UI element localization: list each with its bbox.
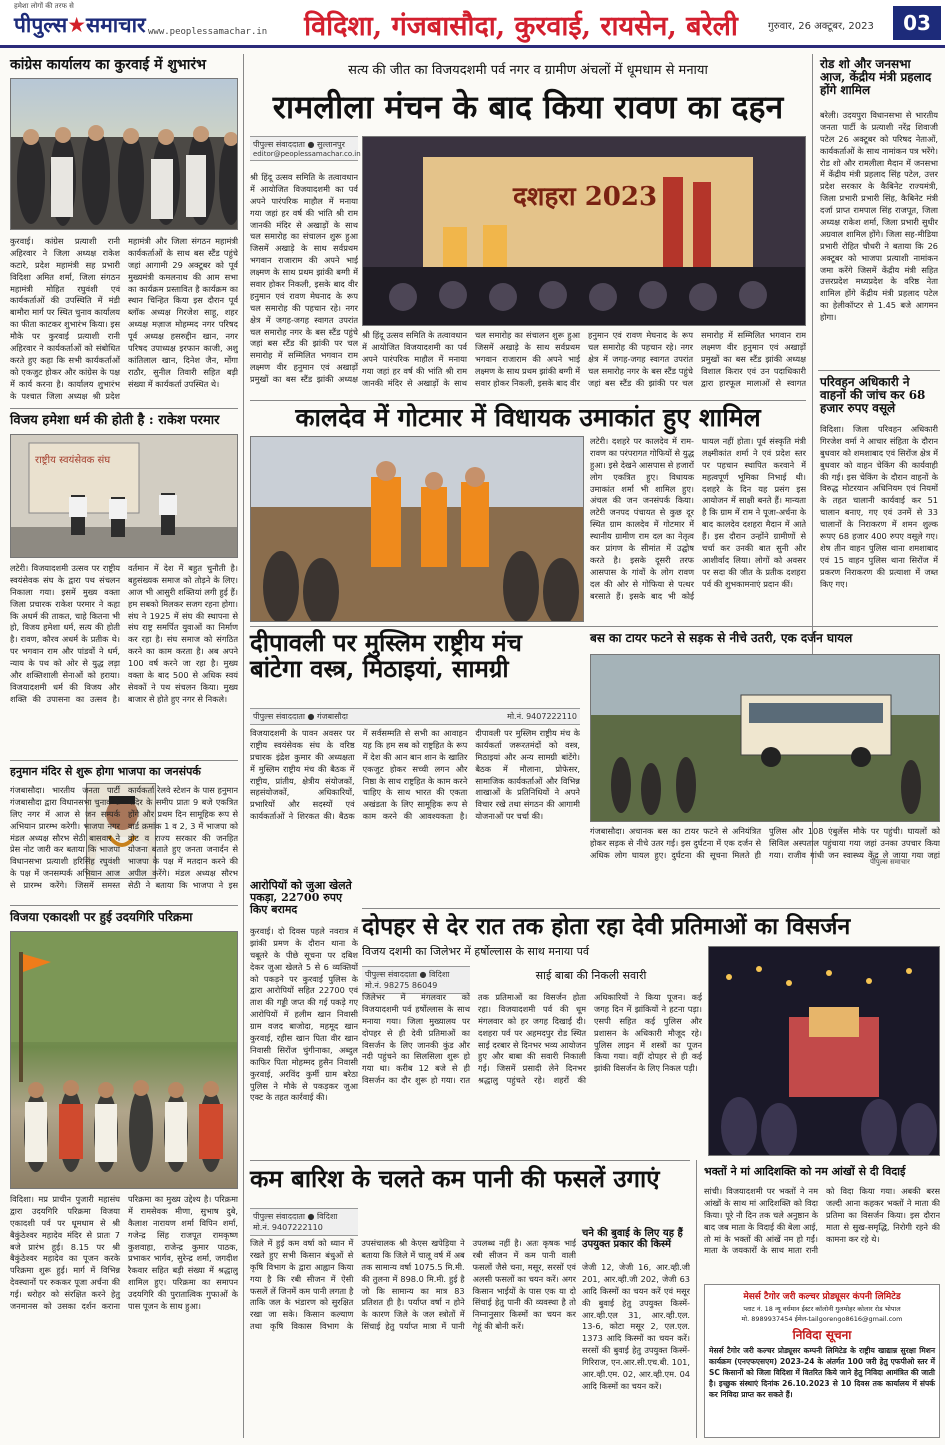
notice-body: मेसर्स टैगोर जरी कल्चर प्रोड्यूसर कम्पनी लिमिटेड के राष्ट्रीय खाद्यान्न सुरक्षा मिशन कार्यक्रम (एनएफएसएम) 2023-24 के अंतर्गत 100 जरी हेतु एफपीओ स्तर में SC किसानों को जिला विदिशा में वितरित किये जाने हेतु निविदा आमंत्रित की जाती है। इच्छुक संस्थाएं दिनांक 26.10.2023 से 10 दिवस तक कार्यालय में संपर्क कर निविदा प्राप्त कर सकते हैं। xyxy=(709,1346,935,1399)
parikrama-photo xyxy=(10,931,238,1189)
crowd-illustration xyxy=(11,79,238,230)
ramlila-headline: रामलीला मंचन के बाद किया रावण का दहन xyxy=(272,88,784,126)
divider xyxy=(250,400,806,401)
rss-stage-illustration xyxy=(11,435,238,558)
visarjan-kicker: विजय दशमी का जिलेभर में हर्षोल्लास के साथ मनाया पर्व xyxy=(362,945,589,958)
kurwai-body: कुरवाई। कांग्रेस प्रत्याशी रानी अहिरवार ने जिला अध्यक्ष राकेश कटारे, प्रदेश महामंत्री सह प्रभारी विदिशा अमित शर्मा, जिला संगठन महामंत्री मोहित रघुवंशी एवं कार्यकर्ताओं की उपस्थिति में मंडी बामौरा मार्ग पर स्थित चुनाव कार्यालय का फीता काटकर शुभारंभ किया। इस मौके पर कुरवाई प्रत्याशी रानी अहिरवार ने कार्यकर्ताओं को संबोधित करते हुए कहा कि सभी कार्यकर्ताओं को एकजुट होकर और कांग्रेस के पक्ष में कार्य करना है। कार्यालय शुभारंभ के पश्चात जिला अध्यक्ष श्री प्रदेश महामंत्री और जिला संगठन महामंत्री कार्यकर्ताओं के साथ बस स्टैंड पहुंचे जहां आगामी 29 अक्टूबर को पूर्व मुख्यमंत्री कमलनाथ की आम सभा का कार्यक्रम प्रस्तावित है कार्यक्रम का स्थान चिन्हित किया इस दौरान पूर्व ब्लॉक अध्यक्ष गिरजेश साहू, शहर अध्यक्ष मज़ाज मोहम्मद नगर परिषद पूर्व अध्यक्ष हसरुद्दीन खान, नगर परिषद उपाध्यक्ष इरफान काजी, अशु कांतिलाल खान, दिनेश जैन, मोंगा राठौर, सुनील तिवारी सहित बड़ी संख्या में कार्यकर्ता उपस्थित थे। xyxy=(10,236,238,401)
masthead xyxy=(0,0,945,48)
procession-illustration xyxy=(709,947,940,1156)
fasal-body: जिले में हुई कम वर्षा को ध्यान में रखते हुए सभी किसान बंधुओं से कृषि विभाग के द्वारा आह्वान किया गया है कि रबी सीजन में ऐसी फसलें लें जिनमें कम पानी लगता है ताकि जल के भंडारण को सुरक्षित रखा जा सके। किसान कल्याण तथा कृषि विकास विभाग के उपसंचालक श्री केएस खपेड़िया ने बताया कि जिले में चालू वर्ष में अब तक सामान्य वर्षा 1075.5 मि.मी. की तुलना में 898.0 मि.मी. हुई है जो कि सामान्य का मात्र 83 प्रतिशत ही है। पर्याप्त वर्षा न होने के कारण जिले के जल स्त्रोतों में सिंचाई हेतु पर्याप्त मात्रा में पानी उपलब्ध नहीं है। अतः कृषक भाई रबी सीजन में कम पानी वाली फसलों जैसे चना, मसूर, सरसों एवं अलसी फसलों का चयन करें। अगर किसान भाईयों के पास एक या दो सिंचाई हेतु पानी की व्यवस्था है तो निम्नानुसार किस्मों का चयन कर गेहूं की बोनी करें। xyxy=(250,1238,576,1332)
bus-accident-illustration xyxy=(591,655,940,822)
divider xyxy=(10,760,238,761)
fasal-headline: कम बारिश के चलते कम पानी की फसलें उगाएं xyxy=(250,1164,660,1193)
rss-headline: विजय हमेशा धर्म की होती है : राकेश परमार xyxy=(10,413,220,428)
hanuman-body: गंजबासौदा। भारतीय जनता पार्टी गंजबासौदा द्वारा विधानसभा चुनाव के लिए नगर में आज से जन सम्पर्क अभियान प्रारम्भ करेगी। भाजपा नगर मंडल अध्यक्ष सौरभ सेठी बासवार ने प्रेस नोट जारी कर बताया कि भाजपा विधानसभा प्रत्याशी हरिसिंह रघुवंशी के पक्ष में जनसम्पर्क अभियान आज से प्रारम्भ करेंगे। जिसमें समस्त कार्यकर्ता रेलवे स्टेशन के पास हनुमान मंदिर के समीप प्रातः 9 बजे एकत्रित होंगे और प्रथम दिन सामूहिक रूप से वार्ड क्रमांक 1 व 2, 3 में भाजपा को वोट व राज्य सरकार की जनहित योजना बताते हुए जनता जनार्दन से भाजपा के पक्ष में मतदान करने की अपील करेंगे। मंडल अध्यक्ष सौरभ सेठी ने बताया कि भाजपा ने इस xyxy=(10,785,238,891)
rss-banner-text: राष्ट्रीय स्वयंसेवक संघ xyxy=(35,455,111,466)
hanuman-headline: हनुमान मंदिर से शुरू होगा भाजपा का जनसंपर्क xyxy=(10,765,201,778)
parikrama-body: विदिशा। मप्र प्राचीन पुजारी महासंघ द्वारा उदयगिरि परिक्रमा विजया एकादशी पर्व पर धूमधाम से श्री बैकुंठेश्वर महादेव मंदिर से प्रातः 7 बजे प्रारंभ हुई। 8.15 पर श्री बैकुंठेश्वर महादेव का पूजन करके परिक्रमा शुरू हुई। मार्ग में विभिन्न देवस्थानों पर रुककर पूजा अर्चना की गई। धरोहर को संरक्षित करने हेतु जनमानस को उसका दर्शन कराना परिक्रमा का मुख्य उद्देश्य है। परिक्रमा में रामसेवक मीणा, सुभाष दुबे, कैलाश नारायण शर्मा विपिन शर्मा, गजेन्द्र सिंह राजपूत रामकृष्ण कुशवाहा, राजेन्द्र कुमार पाठक, प्रभाकर भार्गव, सुरेन्द्र शर्मा, जगदीश रैकवार सहित बड़ी संख्या में श्रद्धालु शामिल हुए। परिक्रमा का समापन उदयगिरि की पुरातात्विक गुफाओं के पास पूजन के साथ हुआ। xyxy=(10,1194,238,1312)
issue-date: गुरुवार, 26 अक्टूबर, 2023 xyxy=(768,21,874,32)
parikrama-headline: विजया एकादशी पर हुई उदयगिरि परिक्रमा xyxy=(10,910,193,924)
visarjan-photo xyxy=(708,946,940,1156)
bus-credit: पीपुल्स समाचार xyxy=(870,858,910,866)
divider xyxy=(818,370,940,371)
parivahan-body: विदिशा। जिला परिवहन अधिकारी गिरजेश वर्मा ने आचार संहिता के दौरान बुधवार को शमशाबाद एवं सिरोंज क्षेत्र में बुधवार को वाहन चेकिंग की कार्यवाही की गई। इस चेकिंग के दौरान वाहनों के विरुद्ध मोटरयान अधिनियम एवं नियमों के तहत चालानी कार्यवाई कर 51 चालान बनाए, गए एवं उनमें से 33 चालानों के निराकरण में शमन शुल्क रूपए 68 हजार 400 रुपए वसूले गए। शेष तीन वाहन पुलिस थाना शमशाबाद एवं 15 वाहन पुलिस थाना सिरोंज में प्रकरण निराकरण की प्रत्याशा में जब्त किए गए। xyxy=(820,424,938,589)
ramlila-byline: पीपुल्स संवाददाता ● सुल्तानपुर editor@peoplessamachar.co.in xyxy=(250,136,358,161)
notice-title: निविदा सूचना xyxy=(792,1328,852,1342)
section-title: विदिशा, गंजबासौदा, कुरवाई, रायसेन, बरेली xyxy=(304,11,738,42)
parivahan-headline: परिवहन अधिकारी ने वाहनों की जांच कर 68 हजार रुपए वसूले xyxy=(820,375,926,416)
bus-body: गंजबासौदा। अचानक बस का टायर फटने से अनियंत्रित होकर सड़क से नीचे उतर गई। इस दुर्घटना में एक दर्जन से अधिक लोग घायल हुए। दुर्घटना की सूचना मिलते ही पुलिस और 108 एंबुलेंस मौके पर पहुंची। घायलों को सिविल अस्पताल पहुंचाया गया जहां उनका उपचार किया गया। राजीव गांधी जन स्वास्थ्य केंद्र ले जाया गया जहां xyxy=(590,826,940,860)
rss-photo xyxy=(10,434,238,558)
website-url: www.peoplessamachar.in xyxy=(148,27,268,37)
visarjan-byline: पीपुल्स संवाददाता ● विदिशा मो.नं. 98275 86049 xyxy=(362,966,470,994)
visarjan-headline: दोपहर से देर रात तक होता रहा देवी प्रतिमाओं का विसर्जन xyxy=(362,913,851,940)
gotmar-crowd-illustration xyxy=(251,437,584,622)
visarjan-body: जिलेभर में मंगलवार को विजयादशमी पर्व हर्षोल्लास के साथ मनाया गया। जिला मुख्यालय पर दोपहर से ही देवी प्रतिमाओं का विसर्जन के लिए जानकी कुंड और नदी पहुंचने का सिलसिला शुरू हो गया था। करीब 12 बजे से ही विसर्जन का दौर शुरू हो गया। रात तक प्रतिमाओं का विसर्जन होता रहा। विजयादशमी पर्व की धूम मंगलवार को हर जगह दिखाई दी। दशहरा पर्व पर अहमदपुर रोड स्थित साई दरबार से दिनभर भव्य आयोजन हुए और बाबा की सवारी निकाली गई। जिसमें प्रसादी लेने दिनभर श्रद्धालु पहुंचते रहे। शहरों की अधिकारियों ने किया पूजन। कई जगह दिन में झांकियों ने हटना पड़ा। एसपी सहित कई पुलिस और प्रशासन के अधिकारी मौजूद रहे। पुलिस लाइन में शस्त्रों का पूजन किया गया। वहीं दोपहर से ही कई झांकी विसर्जन के लिए निकल पड़ी। xyxy=(362,992,702,1086)
divider xyxy=(250,626,938,627)
fasal-variety-title: चने की बुवाई के लिए यह हैं उपयुक्त प्रकार की किस्में xyxy=(582,1228,683,1250)
devi-headline: भक्तों ने मां आदिशक्ति को नम आंखों से दी विदाई xyxy=(704,1165,906,1178)
gotmar-body: लटेरी। दशहरे पर कालदेव में राम-रावण का परंपरागत गोफियों से युद्ध हुआ। इसे देखने आसपास से हजारों लोग एकत्रित हुए। विधायक उमाकांत शर्मा भी शामिल हुए। अंचल की जन जनसंपर्क किया। लटेरी जनपद पंचायत से कुछ दूर स्थित ग्राम कालदेव में गोटमार में स्थानीय ग्रामीण राम दल का नेतृत्व कर प्रांगण के सीमांत में उद्घोष करते है। इसके दूसरी तरफ आसपास के गांवों के लोग रावण दल की ओर से गोफिया से पत्थर बरसाते हैं। इसके बाद भी कोई घायल नहीं होता। पूर्व संस्कृति मंत्री लक्ष्मीकांत शर्मा ने एवं प्रदेश स्तर पर पहचान स्थापित करवाने में महत्वपूर्ण भूमिका निभाई थी। दशहरे के दिन यह प्रसंग इस आयोजन में साक्षी बनते हैं। मान्यता है कि ग्राम में राम ने पूजा-अर्चना के बाद कालदेव दशहरा मैदान में आते हैं। इस दौरान उन्होंने ग्रामीणों से चर्चा कर उनकी बात सुनी और आशीर्वाद लिया। लोगों को अवसर पर सदा की जीत के प्रतीक दशहरा पर्व की शुभकामनाएं प्रदान कीं। xyxy=(590,436,806,601)
deepawali-body: विजयादशमी के पावन अवसर पर राष्ट्रीय स्वयंसेवक संघ के वरिष्ठ प्रचारक इंद्रेश कुमार की अध्यक्षता में मुस्लिम राष्ट्रीय मंच की बैठक में राष्ट्रीय, प्रांतीय, क्षेत्रीय संयोजकों, सहसंयोजकों, अधिकारियों, प्रभारियों और सदस्यों एवं कार्यकर्ताओं ने शिरकत की। बैठक में सर्वसम्मति से सभी का आवाहन यह कि हम सब को राष्ट्रहित के रूप में देश की आन बान शान के खातिर एकजुट होकर सच्ची लगन और निष्ठा के साथ राष्ट्रहित के काम करने चाहिए के साथ भारत की एकता अखंडता के लिए सामूहिक रूप से काम करने की आवश्यकता है। दीपावली पर मुस्लिम राष्ट्रीय मंच के कार्यकर्ता जरूरतमंदों को वस्त्र, मिठाइयां और अन्य सामग्री बांटेंगे। बैठक में मौलाना, प्रोफेसर, सामाजिक कार्यकर्ताओं और विभिन्न शाखाओं के प्रतिनिधियों ने अपने विचार रखे तथा संगठन की आगामी योजनाओं पर चर्चा की। xyxy=(250,728,580,822)
roadshow-body: बरेली। उदयपुरा विधानसभा से भारतीय जनता पार्टी के प्रत्याशी नरेंद्र शिवाजी पटेल 26 अक्टूबर को परिषद नेताओं, कार्यकर्ताओं के साथ नामांकन पत्र भरेंगे। रोड शो और रामलीला मैदान में जनसभा में केंद्रीय मंत्री प्रहलाद सिंह पटेल, उत्तर प्रदेश सरकार के कैबिनेट राज्यमंत्री, जिला प्रभारी प्रभारी सिंह, कैबिनेट मंत्री दर्जा प्राप्त रामपाल सिंह राजपूत, जिला अध्यक्ष राकेश शर्मा, जिला प्रभारी सुधीर अग्रवाल शामिल होंगे। जिला सह-मीडिया प्रभारी रोहित चौधरी ने बताया कि 26 अक्टूबर को भाजपा प्रत्याशी नामांकन जमा करेंगे जिसमें केंद्रीय मंत्री सहित उत्तरप्रदेश मध्यप्रदेश के वरिष्ठ नेता शामिल होंगे केंद्रीय मंत्री प्रहलाद पटेल का हेलीकॉप्टर से 1.45 बजे आगमन होगा। xyxy=(820,110,938,323)
stage-illustration xyxy=(363,137,806,326)
stage-banner-text: दशहरा 2023 xyxy=(513,182,658,212)
gotmar-headline: कालदेव में गोटमार में विधायक उमाकांत हुए शामिल xyxy=(295,403,761,432)
notice-company: मेसर्स टैगोर जरी कल्चर प्रोड्यूसर कंपनी लिमिटेड xyxy=(743,1292,901,1302)
newspaper-logo: पीपुल्स★समाचार xyxy=(14,13,146,37)
notice-contact: मो. 8989937454 ईमेल-tailgorengo8616@gmail.com xyxy=(741,1315,903,1323)
divider xyxy=(10,408,238,409)
tender-notice xyxy=(704,1284,940,1438)
deepawali-headline: दीपावली पर मुस्लिम राष्ट्रीय मंच बांटेगा वस्त्र, मिठाइयां, सामग्री xyxy=(250,628,522,684)
ramlila-body: श्री हिंदू उत्सव समिति के तत्वावधान में आयोजित विजयादशमी का पर्व अपने पारंपरिक माहौल में मनाया गया जहां हर वर्ष की भांति श्री राम जानकी मंदिर से अखाड़ों के साथ चल समारोह का संचालन शुरू हुआ जिसमें अखाड़े के साथ सर्वप्रथम भगवान राजाराम की अपने भाई लक्ष्मण के साथ प्रथम झांकी बग्गी में सवार होकर निकली, इसके बाद वीर हनुमान एवं रावण मेघनाद के रूप चल समारोह की पहचान रहे। नगर क्षेत्र में जगह-जगह स्वागत उपरांत चल समारोह नगर के बस स्टैंड पहुंचे जहां बस स्टैंड की झांकी पर चल समारोह में सम्मिलित भगवान राम लक्ष्मण वीर हनुमान एवं अखाड़ों प्रमुखों का बस स्टैंड झांकी अध्यक्ष विशाल किरार एवं उन पदाधिकारी द्वारा हारफूल मालाओं से स्वागत xyxy=(362,330,806,388)
juaa-body: कुरवाई। दो दिवस पहले नवरात्र में झांकी प्रमण के दौरान थाना के चबूतरे के पीछे सूचना पर दबिश देकर जुआ खेलते 5 से 6 व्यक्तियों को पकड़ने पर कुरवाई पुलिस के द्वारा आरोपियों सहित 22700 एवं ताश की गड्डी जप्त की गई पकड़े गए आरोपियों में हलीम खान निवासी ग्राम वजद बाजोदा, महमूद खान कुरवाई, रहीस खान पिता वीर खान निवासी सिरोंज चुंगीनाका, अब्दुल काफिर पिता मोहम्मद हुसैन निवासी कुरवाई, अरविंद कुर्मी ग्राम बरेठा पुलिस ने मौके से पकड़कर जुआ एक्ट के तहत कार्रवाई की। xyxy=(250,926,358,1103)
fasal-variety-body: जेजी 12, जेजी 16, आर.व्ही.जी 201, आर.व्ही.जी 202, जेजी 63 आदि किस्मों का चयन करें एवं मसूर की बुवाई हेतु उपयुक्त किस्में- आर.व्ही.एल 31, आर.व्ही.एल. 13-6, कोटा मसूर 2, एल.एल. 1373 आदि किस्मों का चयन करें। सरसों की बुवाई हेतु उपयुक्त किस्में- गिरिराज, एन.आर.सी.एच.बी. 101, आर.व्ही.एम. 02, आर.व्ही.एम. 04 आदि किस्मों का चयन करें। xyxy=(582,1262,690,1391)
devi-body: सांची। विजयादशमी पर भक्तों ने नम आंखों के साथ मां आदिशक्ति को विदा किया। पूरे नौ दिन तक चले अनुष्ठान के बाद जब माता के विदाई की बेला आई, तो मां के भक्तों की आंखें नम हो गईं। माता के जयकारों के साथ माता रानी को विदा किया गया। अबकी बरस जल्दी आना कहकर भक्तों ने माता की प्रतिमा का विसर्जन किया। इस दौरान माता से सुख-समृद्धि, निरोगी रहने की कामना कर रहे थे। xyxy=(704,1186,940,1256)
visarjan-subhead: साई बाबा की निकली सवारी xyxy=(535,969,647,982)
divider xyxy=(10,905,238,906)
juaa-headline: आरोपियों को जुआ खेलते पकड़ा, 22700 रुपए किए बरामद xyxy=(250,879,352,917)
kurwai-headline: कांग्रेस कार्यालय का कुरवाई में शुभारंभ xyxy=(10,57,206,73)
ramlila-body-left: श्री हिंदू उत्सव समिति के तत्वावधान में आयोजित विजयादशमी का पर्व अपने पारंपरिक माहौल में मनाया गया जहां हर वर्ष की भांति श्री राम जानकी मंदिर से अखाड़ों के साथ चल समारोह का संचालन शुरू हुआ जिसमें अखाड़े के साथ सर्वप्रथम भगवान राजाराम की अपने भाई लक्ष्मण के साथ प्रथम झांकी बग्गी में सवार होकर निकली, इसके बाद वीर हनुमान एवं रावण मेघनाद के रूप चल समारोह की पहचान रहे। नगर क्षेत्र में जगह-जगह स्वागत उपरांत चल समारोह नगर के बस स्टैंड पहुंचे जहां बस स्टैंड की झांकी पर चल समारोह में सम्मिलित भगवान राम लक्ष्मण वीर हनुमान एवं अखाड़ों प्रमुखों का बस स्टैंड झांकी अध्यक्ष xyxy=(250,172,358,385)
divider xyxy=(250,1160,690,1161)
roadshow-headline: रोड शो और जनसभा आज, केंद्रीय मंत्री प्रहलाद होंगे शामिल xyxy=(820,57,932,98)
divider xyxy=(362,908,940,909)
logo-tagline: हमेशा लोगों की तरफ से xyxy=(14,2,74,10)
column-divider xyxy=(696,1160,697,1438)
column-divider xyxy=(243,54,244,1438)
bus-photo xyxy=(590,654,940,822)
page-number: 03 xyxy=(893,6,941,40)
bus-headline: बस का टायर फटने से सड़क से नीचे उतरी, एक दर्जन घायल xyxy=(590,631,853,645)
deepawali-byline: पीपुल्स संवाददाता ● गंजबासौदा मो.नं. 9407222110 xyxy=(250,708,580,725)
fasal-byline: पीपुल्स संवाददाता ● विदिशा मो.नं. 9407222110 xyxy=(250,1208,358,1236)
rss-body: लटेरी। विजयादशमी उत्सव पर राष्ट्रीय स्वयंसेवक संघ के द्वारा पथ संचलन निकाला गया। इसमें मुख्य वक्ता जिला प्रचारक राकेश परमार ने कहा कि अधर्म की ताकत, चाहे कितना भी हो, विजय हमेशा धर्म, सत्य की होती है। रावण, कौरव अधर्म के प्रतीक थे। पर भगवान राम और पांडवों ने धर्म, न्याय के पथ को ओर से युद्ध लड़ा और शक्तिशाली सेनाओं को हराया। विजयादशमी धर्म की विजय और शक्ति की उपासना का उत्सव है। वर्तमान में देश में बहुत चुनौती है। बहुसंख्यक समाज को तोड़ने के लिए। आज भी आसुरी शक्तियां लगी हुई हैं। हम सबको मिलकर सजग रहना होगा। संघ ने 1925 में संघ की स्थापना से संघ राष्ट्र समर्पित युवाओं का निर्माण कर रहा है। संघ समाज को संगठित करने का काम करता है। अब अपने 100 वर्ष करने जा रहा है। मुख्य वक्ता के बाद 500 से अधिक स्वयं सेवकों ने पथ संचलन किया। मुख्य बाजार से होते हुए नगर से निकले। xyxy=(10,563,238,704)
notice-address: प्लाट नं. 18 न्यू वर्धमान ईस्टर कॉलोनी गुलमोहर कोलार रोड भोपाल xyxy=(743,1305,901,1313)
kurwai-photo xyxy=(10,78,238,230)
gotmar-photo xyxy=(250,436,584,622)
ramlila-kicker: सत्य की जीत का विजयदशमी पर्व नगर व ग्रामीण अंचलों में धूमधाम से मनाया xyxy=(348,63,708,78)
ramlila-stage-photo xyxy=(362,136,806,326)
pilgrims-illustration xyxy=(11,932,238,1189)
